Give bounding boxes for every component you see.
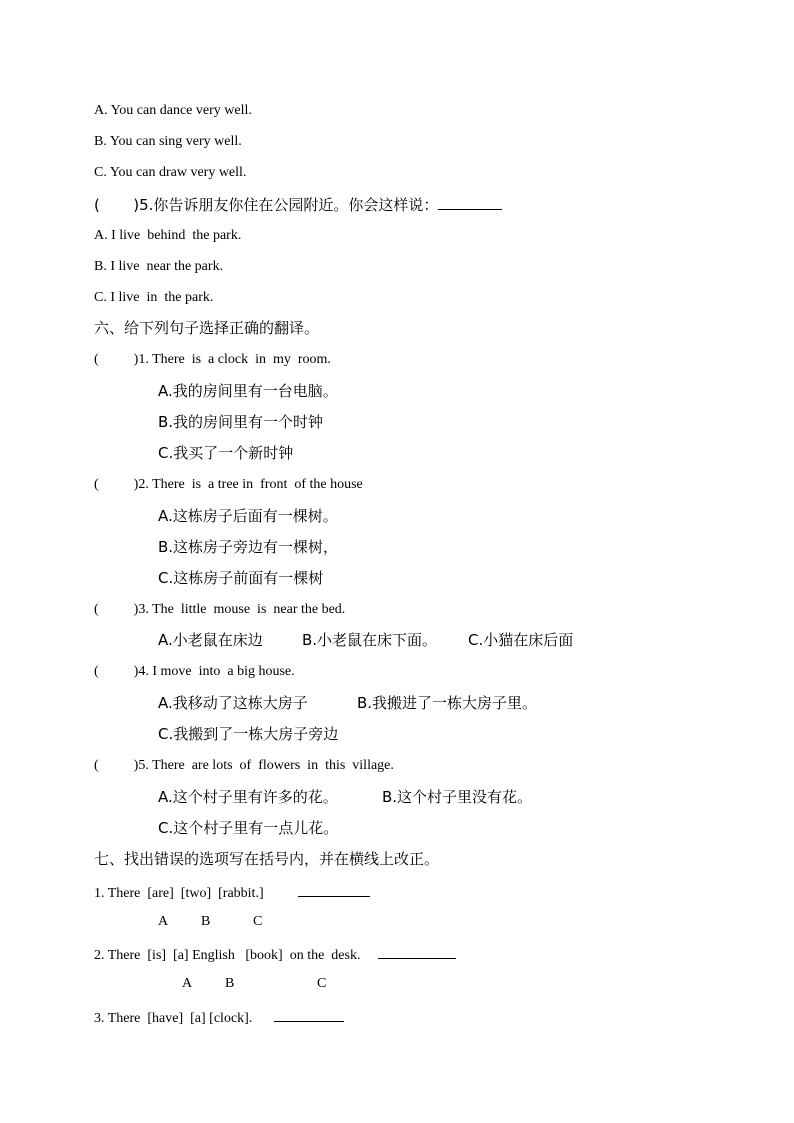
section7-title: 七、找出错误的选项写在括号内，并在横线上改正。	[94, 850, 440, 868]
q5-prev-option-b: B. You can sing very well.	[94, 134, 242, 149]
s7-q1-label-b: B	[201, 914, 211, 929]
q5-option-a: A. I live behind the park.	[94, 228, 242, 243]
s7-q1-label-c: C	[253, 914, 263, 929]
s7-q1-label-a: A	[158, 914, 169, 929]
answer-blank[interactable]	[378, 944, 456, 959]
q5-prev-option-a: A. You can dance very well.	[94, 103, 252, 118]
answer-blank[interactable]	[298, 882, 370, 897]
q5-option-b: B. I live near the park.	[94, 259, 224, 274]
s6-q5-stem: ( )5. There are lots of flowers in this village.	[94, 758, 394, 773]
s7-q1	[94, 882, 370, 903]
s6-q5-option-c: C.这个村子里有一点儿花。	[158, 819, 339, 837]
s7-q3-stem: 3. There [have] [a] [clock].	[94, 1011, 253, 1026]
s7-q2-label-c: C	[317, 976, 327, 991]
s7-q1-stem: 1. There [are] [two] [rabbit.]	[94, 886, 264, 901]
q5-stem	[94, 195, 502, 214]
s6-q2-option-c: C.这栋房子前面有一棵树	[158, 569, 324, 587]
s6-q5-option-b: B.这个村子里没有花。	[382, 788, 533, 806]
s6-q5-option-a: A.这个村子里有许多的花。	[158, 788, 338, 806]
s6-q1-option-c: C.我买了一个新时钟	[158, 444, 294, 462]
s7-q2-stem: 2. There [is] [a] English [book] on the desk.	[94, 948, 361, 963]
s6-q3-stem: ( )3. The little mouse is near the bed.	[94, 602, 346, 617]
s6-q1-option-a: A.我的房间里有一台电脑。	[158, 382, 338, 400]
answer-blank[interactable]	[274, 1007, 344, 1022]
q5-option-c: C. I live in the park.	[94, 290, 214, 305]
s6-q2-stem: ( )2. There is a tree in front of the house	[94, 477, 363, 492]
s6-q3-option-a: A.小老鼠在床边	[158, 631, 263, 649]
s7-q3	[94, 1007, 344, 1028]
s6-q1-stem: ( )1. There is a clock in my room.	[94, 352, 331, 367]
s6-q4-stem: ( )4. I move into a big house.	[94, 664, 295, 679]
q5-prev-option-c: C. You can draw very well.	[94, 165, 247, 180]
s6-q3-option-b: B.小老鼠在床下面。	[302, 631, 438, 649]
section6-title: 六、给下列句子选择正确的翻译。	[94, 319, 320, 337]
s6-q2-option-a: A.这栋房子后面有一棵树。	[158, 507, 338, 525]
s7-q2-label-a: A	[182, 976, 193, 991]
s6-q1-option-b: B.我的房间里有一个时钟	[158, 413, 324, 431]
s6-q3-option-c: C.小猫在床后面	[468, 631, 574, 649]
q5-stem-text: ( )5.你告诉朋友你住在公园附近。你会这样说：	[94, 196, 439, 214]
answer-blank[interactable]	[438, 195, 502, 210]
s6-q2-option-b: B.这栋房子旁边有一棵树，	[158, 538, 339, 556]
s7-q2	[94, 944, 456, 965]
s6-q4-option-a: A.我移动了这栋大房子	[158, 694, 308, 712]
s6-q4-option-b: B.我搬进了一栋大房子里。	[357, 694, 538, 712]
s6-q4-option-c: C.我搬到了一栋大房子旁边	[158, 725, 339, 743]
s7-q2-label-b: B	[225, 976, 235, 991]
